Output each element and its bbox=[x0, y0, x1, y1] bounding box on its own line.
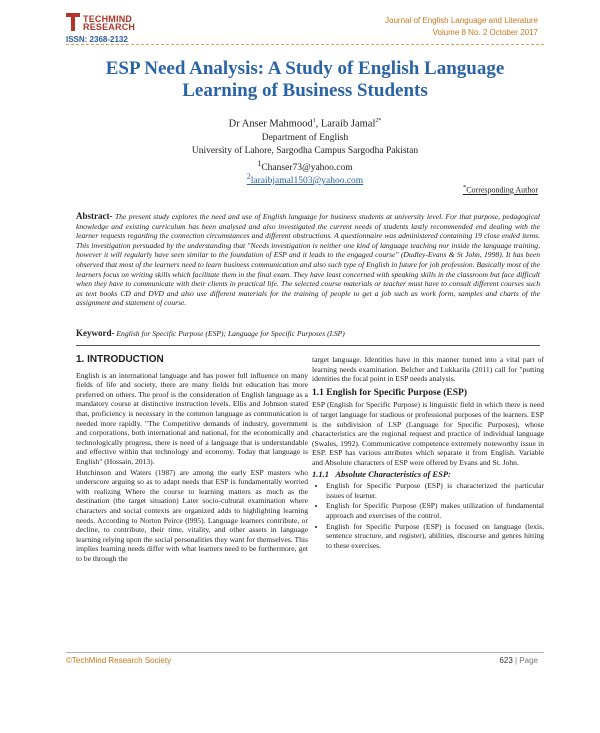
journal-volume: Volume 8 No. 2 October 2017 bbox=[432, 28, 538, 37]
university: University of Lahore, Sargodha Campus Sargodha Pakistan bbox=[191, 146, 419, 156]
page-label: | Page bbox=[512, 656, 538, 665]
author-1-sup: 1 bbox=[312, 118, 316, 124]
intro-paragraph-1: English is an international language and has power full influence on many fields of life and society, there are many fields but education has more preferred on others. The proof is the consideration of English language as a mandatory course at distinctive instruction levels. Ellis and Johnson stated that, proficiency is necessary in the common language as communication is needed more rapidly. "The Competitive demands of industry, government and corporations, both international and national, for the economically and technologically progress, there is need of a language that is understandable and effective within that technology and economy. Today that language is English" (Hossain, 2013). bbox=[76, 370, 308, 466]
author-1: Dr Anser Mahmood bbox=[228, 118, 313, 130]
intro-paragraph-2: Hutchinson and Waters (1987) are among the early ESP masters who underscore arguing so as to adapt needs that ESP is fundamentally worried with realizing Where the course to learning matters as much as the destination (the target situation) Later socio-cultural examination where characters and social contexts are organized adds to highlighting learning needs. According to Norton Peirce (l995). Language learners contribute, or decline, to contribute, their time, vitality, and other assets in language learning relying upon the social personalities they want for themselves. This implies learning needs differ with what learners need to be furthermore, get to be through the bbox=[76, 467, 308, 563]
author-separator: , bbox=[315, 118, 321, 130]
footer-divider bbox=[66, 652, 544, 653]
email-2-sup: 2 bbox=[246, 172, 251, 181]
left-column bbox=[76, 355, 308, 564]
right-column bbox=[312, 355, 544, 551]
keywords-label: Keyword- bbox=[76, 328, 115, 338]
corresponding-text: Corresponding Author bbox=[466, 185, 538, 195]
corresponding-sup: * bbox=[462, 184, 467, 191]
keywords bbox=[76, 328, 540, 338]
list-item: • English for Specific Purpose (ESP) is characterized the particular issues of learner. bbox=[326, 481, 544, 500]
abstract-text: The present study explores the need and use of English language for business students at university level. For that purpose, pedagogical knowledge and existing curriculum has been analysed and also investigated the current needs of students lastly recommended end dealing with the learner requests regarding the connection circumstances and different obstructions. A questionnaire was administered containing 19 close ended items. This investigation persuaded by the understanding that "Needs investigation is neither one kind of language teaching nor inside the language training, however it will regularly have seen similar to the foundation of ESP and it leads to the engaged course" (Dudley-Evans & St John, 1998). It has been observed that most of the learners need to learn business communication and also such type of English in future for job profession. Basically most of the learners focus on writing skills which facilitate them in the final exam. They have least concerned with speaking skills in the classroom but face difficult when they have to communicate with their clients in practical life. The selected course materials or teacher must have to consult different courses such as text books CD and DVD and also use different materials for the training of people to get a job such as work form, samples and charts of the assignment and statement of course. bbox=[76, 212, 540, 308]
issn: ISSN: 2368-2132 bbox=[66, 35, 128, 44]
characteristics-list bbox=[312, 481, 544, 550]
esp-paragraph: ESP (English for Specific Purpose) is linguistic field in which there is need of target language for stadious or professional purposes of the learners. ESP is the subdivision of LSP (Language for Specific Purposes), whose characteristics are the regional request and practice of individual language (Swales, 1992). Communicative competence extremely noteworthy issue in ESP. ESP has various attributes which separate it from English. Variable and Absolute characters of ESP were offered by Evans and St. John. bbox=[312, 400, 544, 467]
section-heading-esp: 1.1 English for Specific Purpose (ESP) bbox=[312, 387, 467, 398]
corresponding-author-note bbox=[463, 184, 538, 195]
keywords-text: English for Specific Purpose (ESP); Language for Specific Purposes (LSP) bbox=[114, 329, 345, 338]
abstract bbox=[76, 212, 540, 308]
logo-text-techmind: TECHMIND bbox=[83, 14, 133, 24]
subsection-number: 1.1.1 bbox=[312, 468, 329, 479]
subsection-heading bbox=[312, 470, 544, 480]
email-1-text: Chanser73@yahoo.com bbox=[261, 163, 353, 174]
journal-name: Journal of English Language and Literature bbox=[385, 16, 538, 25]
subsection-title: Absolute Characteristics of ESP: bbox=[335, 468, 451, 479]
abstract-label: Abstract- bbox=[76, 211, 113, 221]
society-name: TechMind Research Society bbox=[71, 656, 172, 665]
paper-title: ESP Need Analysis: A Study of English Language Learning of Business Students bbox=[105, 58, 505, 101]
email-2-text[interactable]: laraibjamal1503@yahoo.com bbox=[250, 176, 364, 187]
continued-paragraph: target language. Identities have in this manner turned into a vital part of learning needs examination. Belcher and Lukkarila (2011) call for "putting identities the focal point in ESP needs analysis. bbox=[312, 355, 544, 384]
logo-text-research: RESEARCH bbox=[83, 22, 136, 32]
logo-mark-icon bbox=[66, 13, 80, 31]
page-number-value: 623 bbox=[499, 656, 513, 665]
email-1-sup: 1 bbox=[257, 159, 262, 168]
keywords-divider bbox=[76, 345, 540, 346]
author-line bbox=[66, 118, 544, 130]
department: Department of English bbox=[261, 133, 349, 143]
page-number bbox=[499, 656, 538, 665]
list-item: • English for Specific Purpose (ESP) is focused on language (lexis, sentence structure, and register), abilities, discourse and genres hitting to these exercises. bbox=[326, 522, 544, 551]
author-2-sup: 2* bbox=[375, 118, 382, 124]
header-divider bbox=[66, 44, 544, 45]
journal-logo bbox=[66, 13, 186, 47]
section-heading-introduction: 1. INTRODUCTION bbox=[76, 354, 164, 365]
author-2: Laraib Jamal bbox=[320, 118, 376, 130]
list-item: • English for Specific Purpose (ESP) makes utilization of fundamental approach and exercises of the control. bbox=[326, 501, 544, 520]
copyright-icon: © bbox=[66, 656, 72, 665]
footer-society bbox=[66, 656, 171, 665]
